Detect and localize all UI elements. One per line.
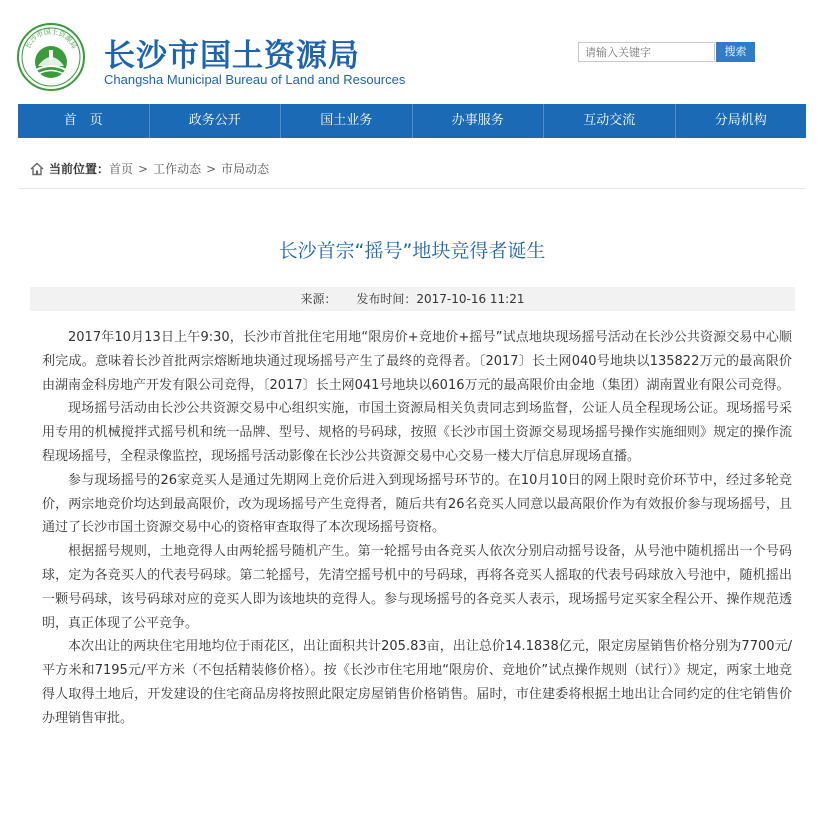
breadcrumb-link-home[interactable]: 首页	[109, 162, 134, 176]
article-title: 长沙首宗“摇号”地块竞得者诞生	[278, 240, 546, 262]
nav-item-home[interactable]: 首 页	[63, 113, 103, 128]
search-input[interactable]	[578, 42, 715, 62]
site-header	[0, 0, 824, 128]
article-time-value: 2017-10-16 11:21	[416, 292, 525, 306]
nav-item-services[interactable]: 办事服务	[412, 104, 544, 138]
home-icon	[30, 162, 44, 176]
logo-ring-text: 长沙市国土资源局	[23, 27, 79, 51]
site-subtitle: Changsha Municipal Bureau of Land and Resources	[104, 72, 406, 87]
article-source-label: 来源：	[300, 292, 337, 306]
nav-item-branches[interactable]: 分局机构	[675, 104, 807, 138]
article-paragraph: 参与现场摇号的26家竞买人是通过先期网上竞价后进入到现场摇号环节的。在10月10日的网上限时竞价环节中，经过多轮竞价，两宗地竞价均达到最高限价，改为现场摇号产生竞得者，随后共有26名竞买人同意以最高限价作为有效报价参与现场摇号，且通过了长沙市国土资源交易中心的资格审查取得了本次现场摇号资格。	[42, 472, 792, 536]
breadcrumb-label: 当前位置：	[49, 162, 110, 176]
article-paragraph: 现场摇号活动由长沙公共资源交易中心组织实施，市国土资源局相关负责同志到场监督，公证人员全程现场公证。现场摇号采用专用的机械搅拌式摇号机和统一品牌、型号、规格的号码球，按照《长沙市国土资源交易现场摇号操作实施细则》规定的操作流程现场摇号，全程录像监控，现场摇号活动影像在长沙公共资源交易中心交易一楼大厅信息屏现场直播。	[42, 401, 792, 464]
nav-item-land-business[interactable]: 国土业务	[280, 104, 412, 138]
article-paragraph: 2017年10月13日上午9:30，长沙市首批住宅用地“限房价+竞地价+摇号”试点地块现场摇号活动在长沙公共资源交易中心顺利完成。意味着长沙首批两宗熔断地块通过现场摇号产生了最终的竞得者。〔2017〕长土网040号地块以135822万元的最高限价由湖南金科房地产开发有限公司竞得，〔2017〕长土网041号地块以6016万元的最高限价由金地（集团）湖南置业有限公司竞得。	[42, 330, 792, 393]
search-button[interactable]: 搜索	[716, 42, 755, 62]
bureau-logo-icon[interactable]	[16, 22, 86, 92]
breadcrumb-link-work-news[interactable]: 工作动态	[153, 162, 202, 176]
article-paragraph: 根据摇号规则，土地竞得人由两轮摇号随机产生。第一轮摇号由各竞买人依次分别启动摇号设备，从号池中随机摇出一个号码球，定为各竞买人的代表号码球。第二轮摇号，先清空摇号机中的号码球，再将各竞买人摇取的代表号码球放入号池中，随机摇出一颗号码球，该号码球对应的竞买人即为该地块的竞得人。参与现场摇号的各竞买人表示，现场摇号定买家全程公开、操作规范透明，真正体现了公平竞争。	[42, 544, 792, 631]
breadcrumb-separator: >	[138, 161, 149, 176]
breadcrumb-divider	[18, 188, 806, 189]
main-nav	[18, 104, 806, 138]
nav-item-gov-affairs[interactable]: 政务公开	[149, 104, 281, 138]
article-time-label: 发布时间：	[356, 292, 417, 306]
article-meta	[30, 287, 795, 311]
nav-item-interaction[interactable]: 互动交流	[543, 104, 675, 138]
article-time	[356, 292, 524, 306]
breadcrumb	[30, 160, 269, 177]
breadcrumb-link-bureau-news[interactable]: 市局动态	[221, 162, 270, 176]
site-title[interactable]: 长沙市国土资源局	[104, 38, 360, 74]
breadcrumb-separator: >	[206, 161, 217, 176]
article-body	[42, 326, 792, 731]
article-paragraph: 本次出让的两块住宅用地均位于雨花区，出让面积共计205.83亩，出让总价14.1838亿元，限定房屋销售价格分别为7700元/平方米和7195元/平方米（不包括精装修价格）。按《长沙市住宅用地“限房价、竞地价”试点操作规则（试行）》规定，两家土地竞得人取得土地后，开发建设的住宅商品房将按照此限定房屋销售价格销售。届时，市住建委将根据土地出让合同约定的住宅销售价办理销售审批。	[42, 639, 792, 726]
